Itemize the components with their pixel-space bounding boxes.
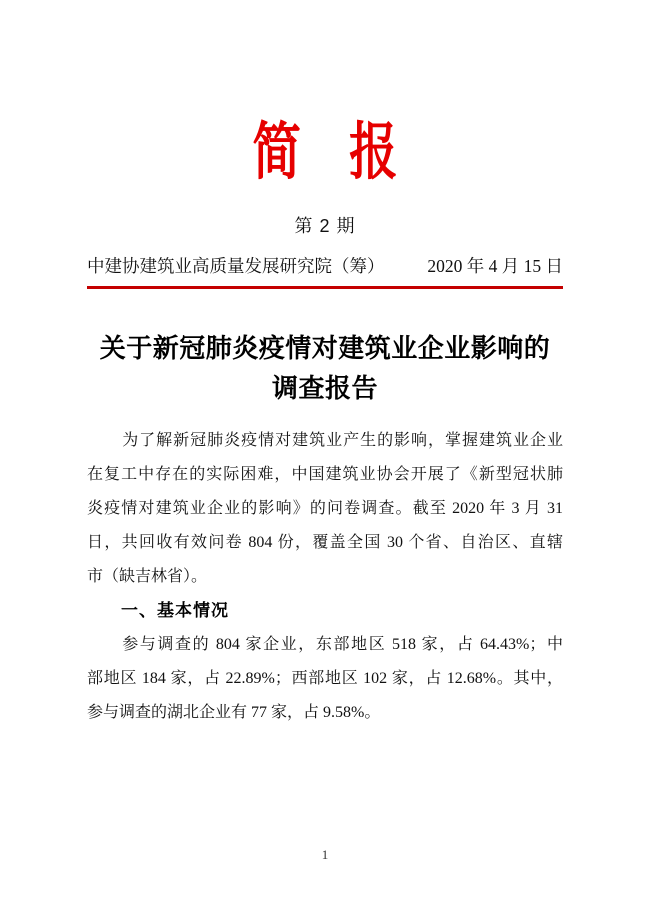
intro-line: 市（缺吉林省）。 bbox=[87, 568, 208, 585]
report-body bbox=[87, 424, 563, 730]
intro-line: 在复工中存在的实际困难，中国建筑业协会开展了《新型冠状肺 bbox=[87, 466, 563, 483]
report-title-line1: 关于新冠肺炎疫情对建筑业企业影响的 bbox=[99, 334, 551, 363]
section-heading-basic-situation: 一、基本情况 bbox=[121, 601, 229, 620]
issue-number: 第 2 期 bbox=[294, 216, 356, 236]
section-line: 部地区 184 家，占 22.89%；西部地区 102 家，占 12.68%。其中， bbox=[87, 670, 563, 687]
section-line: 参与调查的湖北企业有 77 家，占 9.58%。 bbox=[87, 704, 381, 721]
section-line: 参与调查的 804 家企业，东部地区 518 家，占 64.43%；中 bbox=[122, 636, 563, 653]
issuing-organization: 中建协建筑业高质量发展研究院（筹） bbox=[87, 256, 385, 276]
report-title-line2: 调查报告 bbox=[271, 374, 378, 403]
masthead-info-row bbox=[87, 254, 563, 278]
red-divider-line bbox=[87, 286, 563, 289]
report-title bbox=[87, 329, 563, 409]
issue-date: 2020 年 4 月 15 日 bbox=[427, 256, 563, 276]
intro-line: 为了解新冠肺炎疫情对建筑业产生的影响，掌握建筑业企业 bbox=[122, 432, 563, 449]
page-number: 1 bbox=[321, 847, 329, 862]
masthead bbox=[87, 119, 563, 187]
bulletin-title: 简 报 bbox=[252, 119, 398, 187]
intro-line: 炎疫情对建筑业企业的影响》的问卷调查。截至 2020 年 3 月 31 bbox=[87, 500, 563, 517]
intro-line: 日，共回收有效问卷 804 份，覆盖全国 30 个省、自治区、直辖 bbox=[87, 534, 563, 551]
